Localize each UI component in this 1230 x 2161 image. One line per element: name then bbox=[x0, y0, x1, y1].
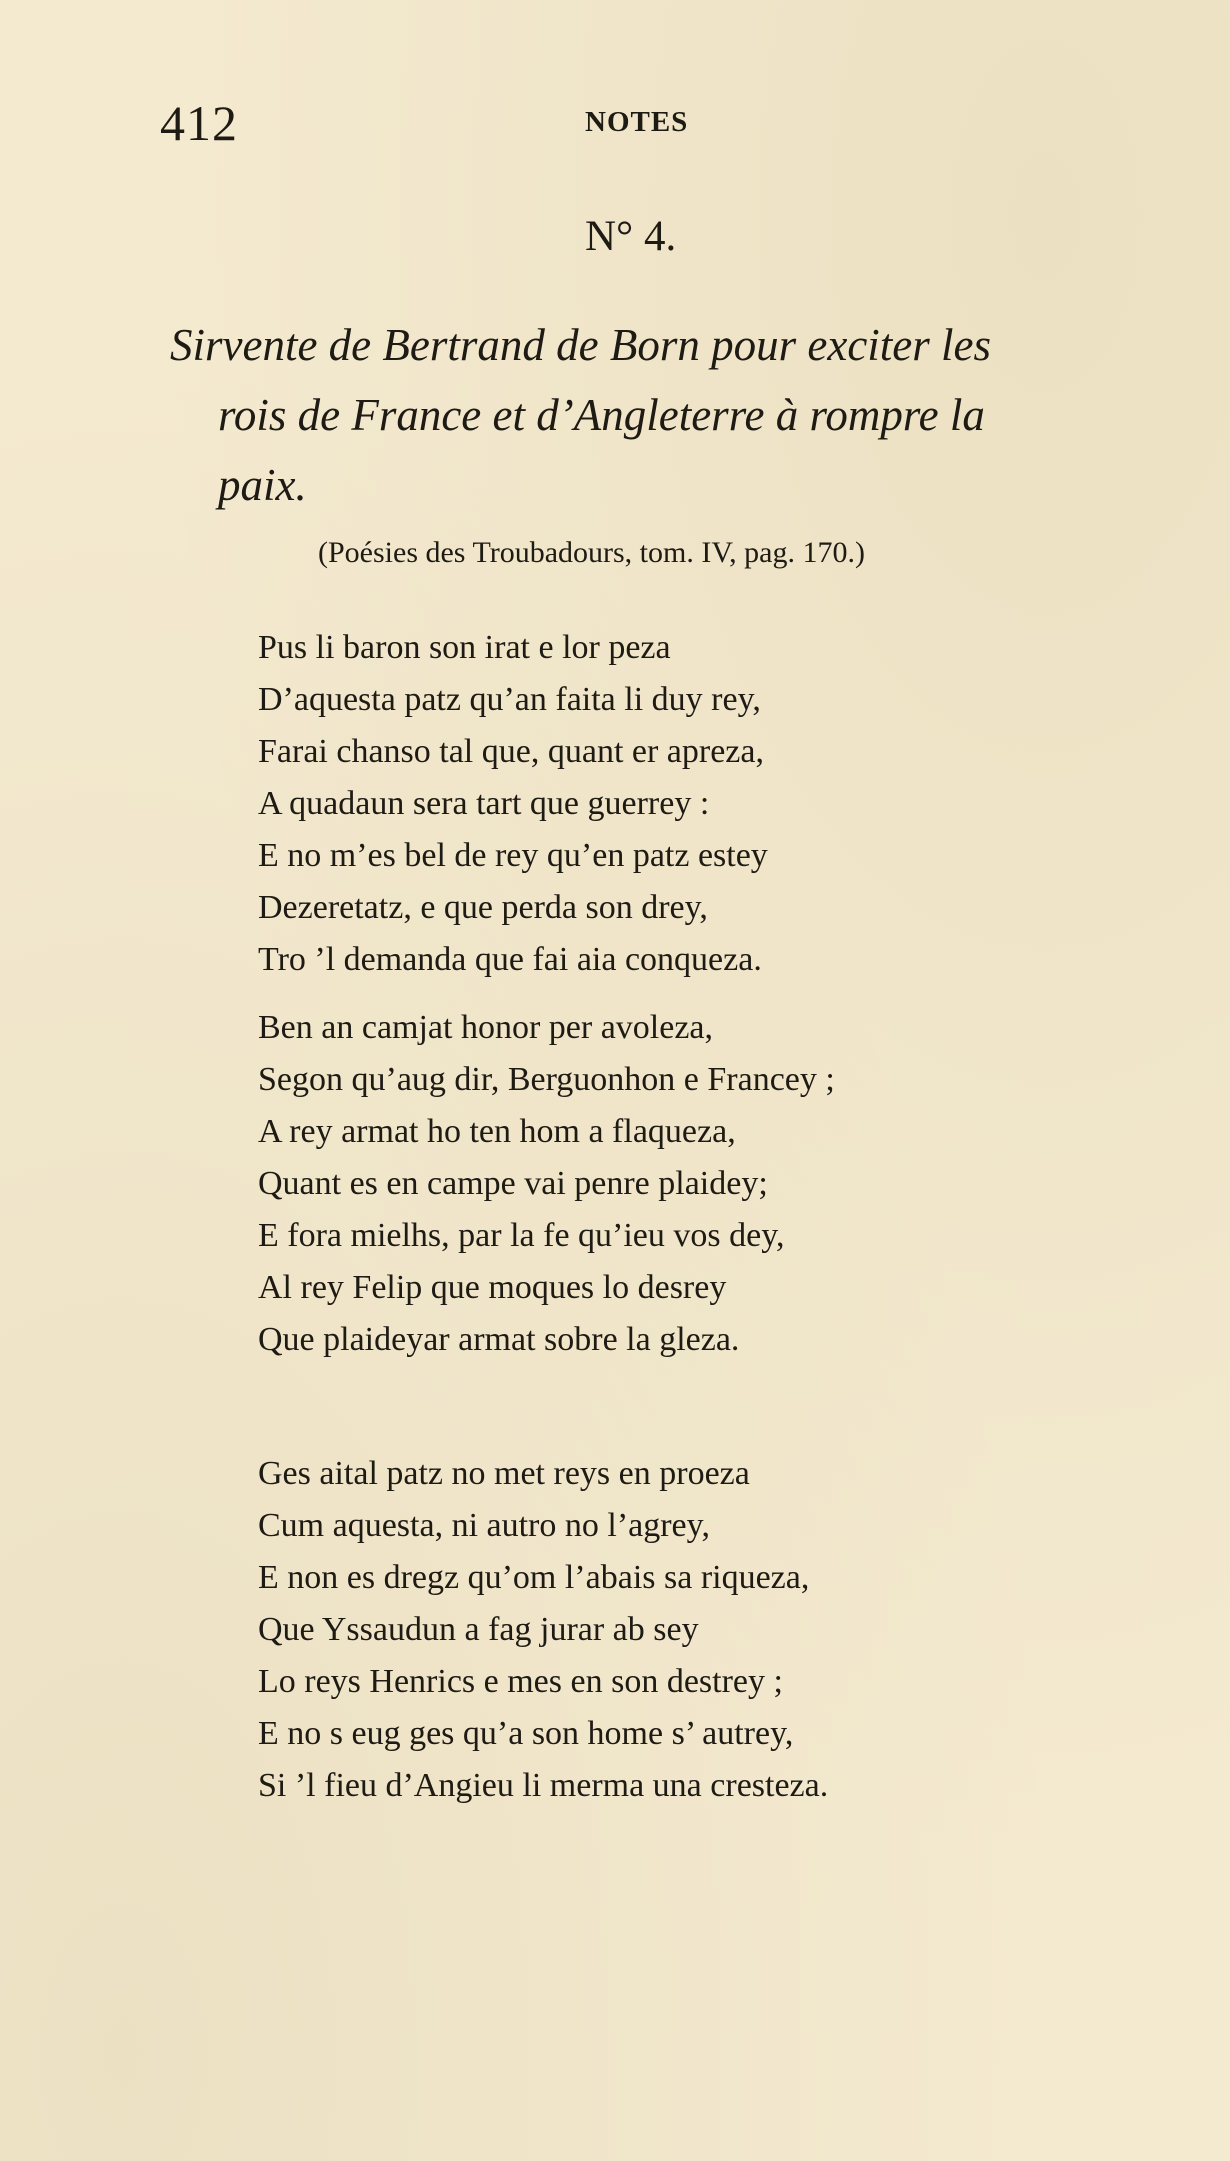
poem-stanza-2 bbox=[258, 1002, 835, 1366]
note-heading-line: rois de France et d’Angleterre à rompre la bbox=[218, 390, 985, 440]
note-heading-line: paix. bbox=[218, 460, 307, 510]
verse-line: Segon qu’aug dir, Berguonhon e Francey ; bbox=[258, 1061, 835, 1098]
verse-line: D’aquesta patz qu’an faita li duy rey, bbox=[258, 681, 761, 718]
verse-line: Que Yssaudun a fag jurar ab sey bbox=[258, 1611, 699, 1648]
verse-line: Cum aquesta, ni autro no l’agrey, bbox=[258, 1507, 710, 1544]
note-heading bbox=[170, 310, 1120, 520]
verse-line: Tro ’l demanda que fai aia conqueza. bbox=[258, 941, 762, 978]
verse-line: E no m’es bel de rey qu’en patz estey bbox=[258, 837, 768, 874]
note-heading-line: Sirvente de Bertrand de Born pour exciter les bbox=[170, 320, 992, 370]
source-citation: (Poésies des Troubadours, tom. IV, pag. 170.) bbox=[318, 536, 865, 569]
verse-line: A rey armat ho ten hom a flaqueza, bbox=[258, 1113, 736, 1150]
verse-line: Que plaideyar armat sobre la gleza. bbox=[258, 1321, 740, 1358]
verse-line: E no s eug ges qu’a son home s’ autrey, bbox=[258, 1715, 794, 1752]
verse-line: Ges aital patz no met reys en proeza bbox=[258, 1455, 750, 1492]
verse-line: E fora mielhs, par la fe qu’ieu vos dey, bbox=[258, 1217, 785, 1254]
verse-line: Al rey Felip que moques lo desrey bbox=[258, 1269, 727, 1306]
poem-stanza-1 bbox=[258, 622, 768, 986]
verse-line: Si ’l fieu d’Angieu li merma una cresteza. bbox=[258, 1767, 829, 1804]
page-number: 412 bbox=[160, 95, 238, 151]
verse-line: Dezeretatz, e que perda son drey, bbox=[258, 889, 708, 926]
running-head: NOTES bbox=[585, 106, 689, 138]
poem-stanza-3 bbox=[258, 1448, 828, 1812]
verse-line: E non es dregz qu’om l’abais sa riqueza, bbox=[258, 1559, 810, 1596]
note-number: N° 4. bbox=[585, 213, 677, 260]
verse-line: Pus li baron son irat e lor peza bbox=[258, 629, 671, 666]
verse-line: Farai chanso tal que, quant er apreza, bbox=[258, 733, 764, 770]
verse-line: A quadaun sera tart que guerrey : bbox=[258, 785, 710, 822]
verse-line: Ben an camjat honor per avoleza, bbox=[258, 1009, 714, 1046]
verse-line: Quant es en campe vai penre plaidey; bbox=[258, 1165, 768, 1202]
verse-line: Lo reys Henrics e mes en son destrey ; bbox=[258, 1663, 783, 1700]
